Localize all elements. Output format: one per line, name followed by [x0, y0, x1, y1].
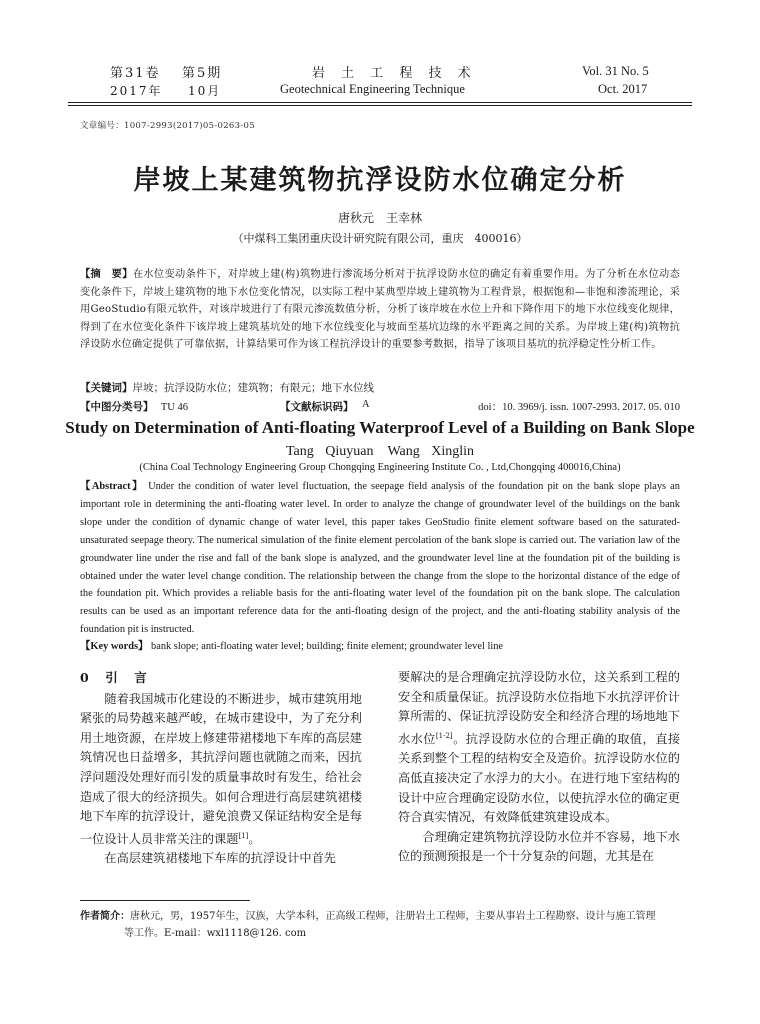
header-volume-cn: 第31卷	[110, 66, 161, 81]
abstract-en	[80, 478, 680, 639]
title-cn: 岸坡上某建筑物抗浮设防水位确定分析	[133, 165, 627, 196]
header-journal-cn: 岩 土 工 程 技 术	[312, 66, 477, 81]
citation-ref-1: [1]	[238, 831, 249, 840]
footnote-line1: 唐秋元，男，1957年生，汉族，大学本科，正高级工程师，注册岩土工程师，主要从事岩土工程勘察、设计与施工管理	[130, 911, 656, 922]
abstract-en-label: 【Abstract】	[80, 481, 144, 492]
abstract-cn-text: 在水位变动条件下，对岸坡上建(构)筑物进行渗流场分析对于抗浮设防水位的确定有着重要作用。为了分析在水位动态变化条件下，岸坡上建筑物的地下水位变化情况，以实际工程中某典型岸坡上建筑物为工程背景，根据饱和—非饱和渗流理论，采用GeoStudio有限元软件，对该岸坡进行了有限元渗流数值分析，分析了该岸坡在水位上升和下降作用下的地下水位线变化规律，得到了在水位变化条件下该岸坡上建筑基坑处的地下水位线变化与坡面至基坑边缘的水平距离之间的关系。为岸坡上建(构)筑物抗浮设防水位确定提供了可靠依据，计算结果可作为该工程抗浮设计的重要参考数据，指导了该项目基坑的抗浮稳定性分析工作。	[80, 269, 680, 350]
affiliation-en: (China Coal Technology Engineering Group Chongqing Engineering Institute Co. , Ltd,Chongqing 400016,China)	[139, 462, 621, 473]
author-footnote	[80, 908, 680, 942]
authors-cn: 唐秋元 王幸林	[337, 211, 422, 225]
header-month-cn: 10月	[188, 84, 222, 98]
class-label: 【中图分类号】	[80, 401, 154, 413]
title-en: Study on Determination of Anti-floating Waterproof Level of a Building on Bank Slope	[65, 418, 695, 437]
keywords-en-label: 【Key words】	[80, 641, 149, 652]
paragraph-intro-2-cont: 要解决的是合理确定抗浮设防水位，这关系到工程的安全和质量保证。抗浮设防水位指地下水抗浮评价计算所需的、保证抗浮设防安全和经济合理的场地地下水水位[1-2]。抗浮设防水位的合理正确的取值，直接关系到整个工程的结构安全及造价。抗浮设防水位的高低直接决定了水浮力的大小。在进行地下室结构的设计中应合理确定设防水位，以使抗浮水位的确定更符合真实情况，有效降低建筑建设成本。	[398, 670, 681, 825]
footnote-rule	[80, 900, 250, 901]
paragraph-intro-1: 随着我国城市化建设的不断进步，城市建筑用地紧张的局势越来越严峻，在城市建设中，为了充分利用土地资源，在岸坡上修建带裙楼地下车库的高层建筑情况也日益增多，其抗浮问题也就随之而来，因抗浮问题没处理好而引发的质量事故时有发生，给社会造成了很大的经济损失。如何合理进行高层建筑裙楼地下车库的抗浮设计，避免浪费又保证结构安全是每一位设计人员非常关注的课题[1]。	[80, 691, 362, 846]
class-value: TU 46	[160, 402, 188, 413]
article-number: 文章编号：1007-2993(2017)05-0263-05	[80, 121, 255, 131]
keywords-en	[80, 637, 680, 652]
header-year-cn: 2017年	[110, 84, 163, 98]
header-volume-en: Vol. 31 No. 5	[582, 64, 649, 78]
section-heading-introduction: 0 引 言	[80, 670, 149, 685]
header-rule-bottom	[68, 105, 692, 106]
header-rule-top	[68, 102, 692, 103]
header-issue-cn: 第5期	[182, 66, 223, 81]
body-column-left	[80, 668, 362, 869]
paragraph-intro-2: 在高层建筑裙楼地下车库的抗浮设计中首先	[104, 851, 336, 866]
classification-row	[80, 399, 680, 414]
paragraph-intro-3: 合理确定建筑物抗浮设防水位并不容易，地下水位的预测预报是一个十分复杂的问题，尤其是在	[398, 829, 680, 864]
doi: doi：10. 3969/j. issn. 1007-2993. 2017. 05. 010	[478, 402, 680, 413]
doc-code-label: 【文献标识码】	[280, 401, 354, 413]
citation-ref-1-2: [1-2]	[435, 731, 453, 740]
keywords-en-text: bank slope; anti-floating water level; building; finite element; groundwater level line	[151, 641, 504, 652]
header-date-en: Oct. 2017	[598, 82, 648, 96]
affiliation-cn: （中煤科工集团重庆设计研究院有限公司，重庆 400016）	[232, 232, 528, 245]
keywords-cn-text: 岸坡；抗浮设防水位；建筑物；有限元；地下水位线	[132, 382, 374, 394]
doc-code-value: A	[362, 399, 370, 410]
body-column-right	[398, 668, 680, 867]
authors-en: Tang Qiuyuan Wang Xinglin	[285, 444, 475, 459]
header-journal-en: Geotechnical Engineering Technique	[280, 82, 465, 96]
keywords-cn-label: 【关键词】	[80, 382, 133, 394]
keywords-cn	[80, 380, 680, 395]
footnote-label: 作者简介：	[80, 911, 130, 922]
footnote-line2: 等工作。E-mail：wxl1118@126. com	[124, 928, 307, 939]
abstract-cn	[80, 266, 680, 354]
abstract-cn-label: 【摘 要】	[80, 268, 133, 280]
abstract-en-text: Under the condition of water level fluctuation, the seepage field analysis of the foundation pit on the bank slope plays an important role in determining the anti-floating water level. In order to analyze the change of groundwater level of the buildings on the bank slope under the condition of dynamic change of water level, this paper takes GeoStudio finite element software based on the saturated-unsaturated seepage theory. The numerical simulation of the finite element percolation of the bank slope is carried out. The variation law of the groundwater line under the rise and fall of the bank slope is analyzed, and the groundwater level line at the foundation pit of the building is obtained under the water level change condition. The relationship between the change from the slope to the horizontal distance of the edge of the foundation pit. Which provides a reliable basis for the anti-floating water level of the foundation pit on the bank slope. The calculation results can be used as an important reference data for the anti-floating design of the project, and the anti-floating stability analysis of the foundation pit is instructed.	[80, 481, 680, 636]
